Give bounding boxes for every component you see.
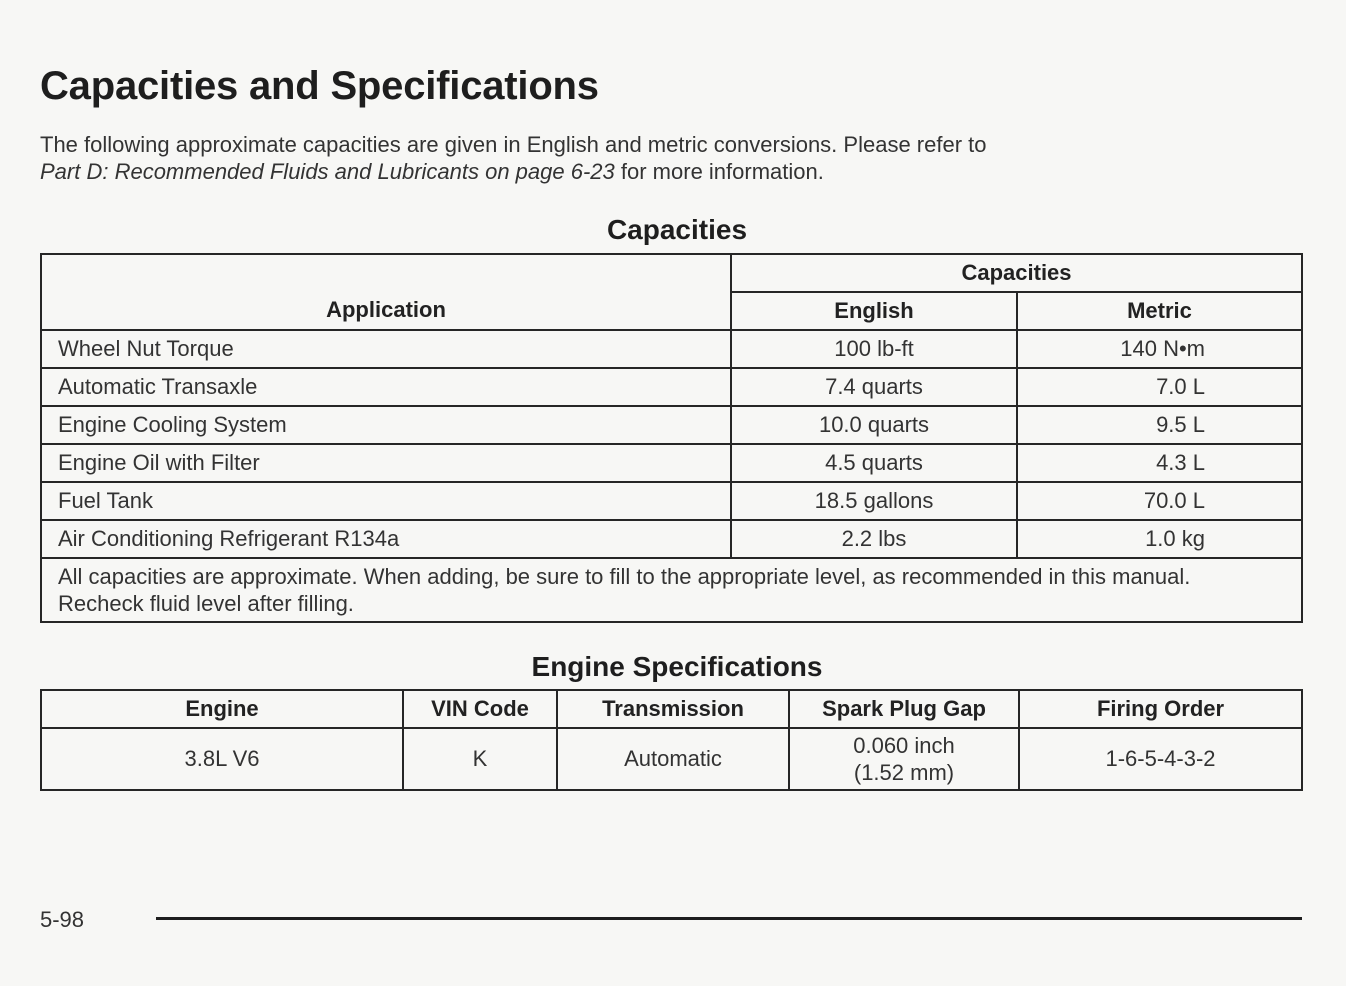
table-row [41,368,1302,406]
table-row [41,330,1302,368]
application-cell: Fuel Tank [41,482,731,520]
application-cell: Engine Oil with Filter [41,444,731,482]
spark-plug-gap-inch: 0.060 inch [853,733,955,758]
intro-text-end: for more information. [614,159,824,184]
column-header-engine: Engine [41,690,403,728]
table-row [41,406,1302,444]
capacities-heading: Capacities [606,214,748,245]
english-cell: 10.0 quarts [731,406,1017,444]
application-cell: Automatic Transaxle [41,368,731,406]
metric-cell: 4.3 L [1017,444,1302,482]
capacities-table [40,253,1303,623]
column-header-vin-code: VIN Code [403,690,557,728]
metric-cell: 1.0 kg [1017,520,1302,558]
application-cell: Air Conditioning Refrigerant R134a [41,520,731,558]
english-cell: 7.4 quarts [731,368,1017,406]
column-header-metric: Metric [1017,292,1302,330]
english-cell: 4.5 quarts [731,444,1017,482]
column-header-application: Application [41,254,731,330]
footer-rule [156,917,1302,920]
column-header-spark-plug-gap: Spark Plug Gap [789,690,1019,728]
table-row [41,728,1302,790]
intro-text: The following approximate capacities are given in English and metric conversions. Please refer to [40,132,987,157]
english-cell: 100 lb-ft [731,330,1017,368]
spark-plug-gap-mm: (1.52 mm) [853,760,955,785]
table-row [41,520,1302,558]
capacities-note: All capacities are approximate. When adding, be sure to fill to the appropriate level, as recommended in this manual. Recheck fluid level after filling. [41,558,1302,622]
intro-reference-link[interactable]: Part D: Recommended Fluids and Lubricants on page 6-23 [40,159,615,184]
engine-specs-table [40,689,1303,791]
column-header-transmission: Transmission [557,690,789,728]
metric-cell: 70.0 L [1017,482,1302,520]
table-row [41,444,1302,482]
english-cell: 18.5 gallons [731,482,1017,520]
metric-cell: 9.5 L [1017,406,1302,444]
engine-cell: 3.8L V6 [41,728,403,790]
table-row [41,482,1302,520]
intro-paragraph [40,131,1140,185]
firing-order-cell: 1-6-5-4-3-2 [1019,728,1302,790]
metric-cell: 7.0 L [1017,368,1302,406]
english-cell: 2.2 lbs [731,520,1017,558]
application-cell: Engine Cooling System [41,406,731,444]
page-number: 5-98 [40,907,85,932]
column-header-capacities: Capacities [731,254,1302,292]
application-cell: Wheel Nut Torque [41,330,731,368]
column-header-firing-order: Firing Order [1019,690,1302,728]
engine-specs-heading: Engine Specifications [531,651,823,682]
transmission-cell: Automatic [557,728,789,790]
spark-plug-gap-cell [789,728,1019,790]
metric-cell: 140 N•m [1017,330,1302,368]
page-title: Capacities and Specifications [40,64,599,108]
column-header-english: English [731,292,1017,330]
vin-code-cell: K [403,728,557,790]
